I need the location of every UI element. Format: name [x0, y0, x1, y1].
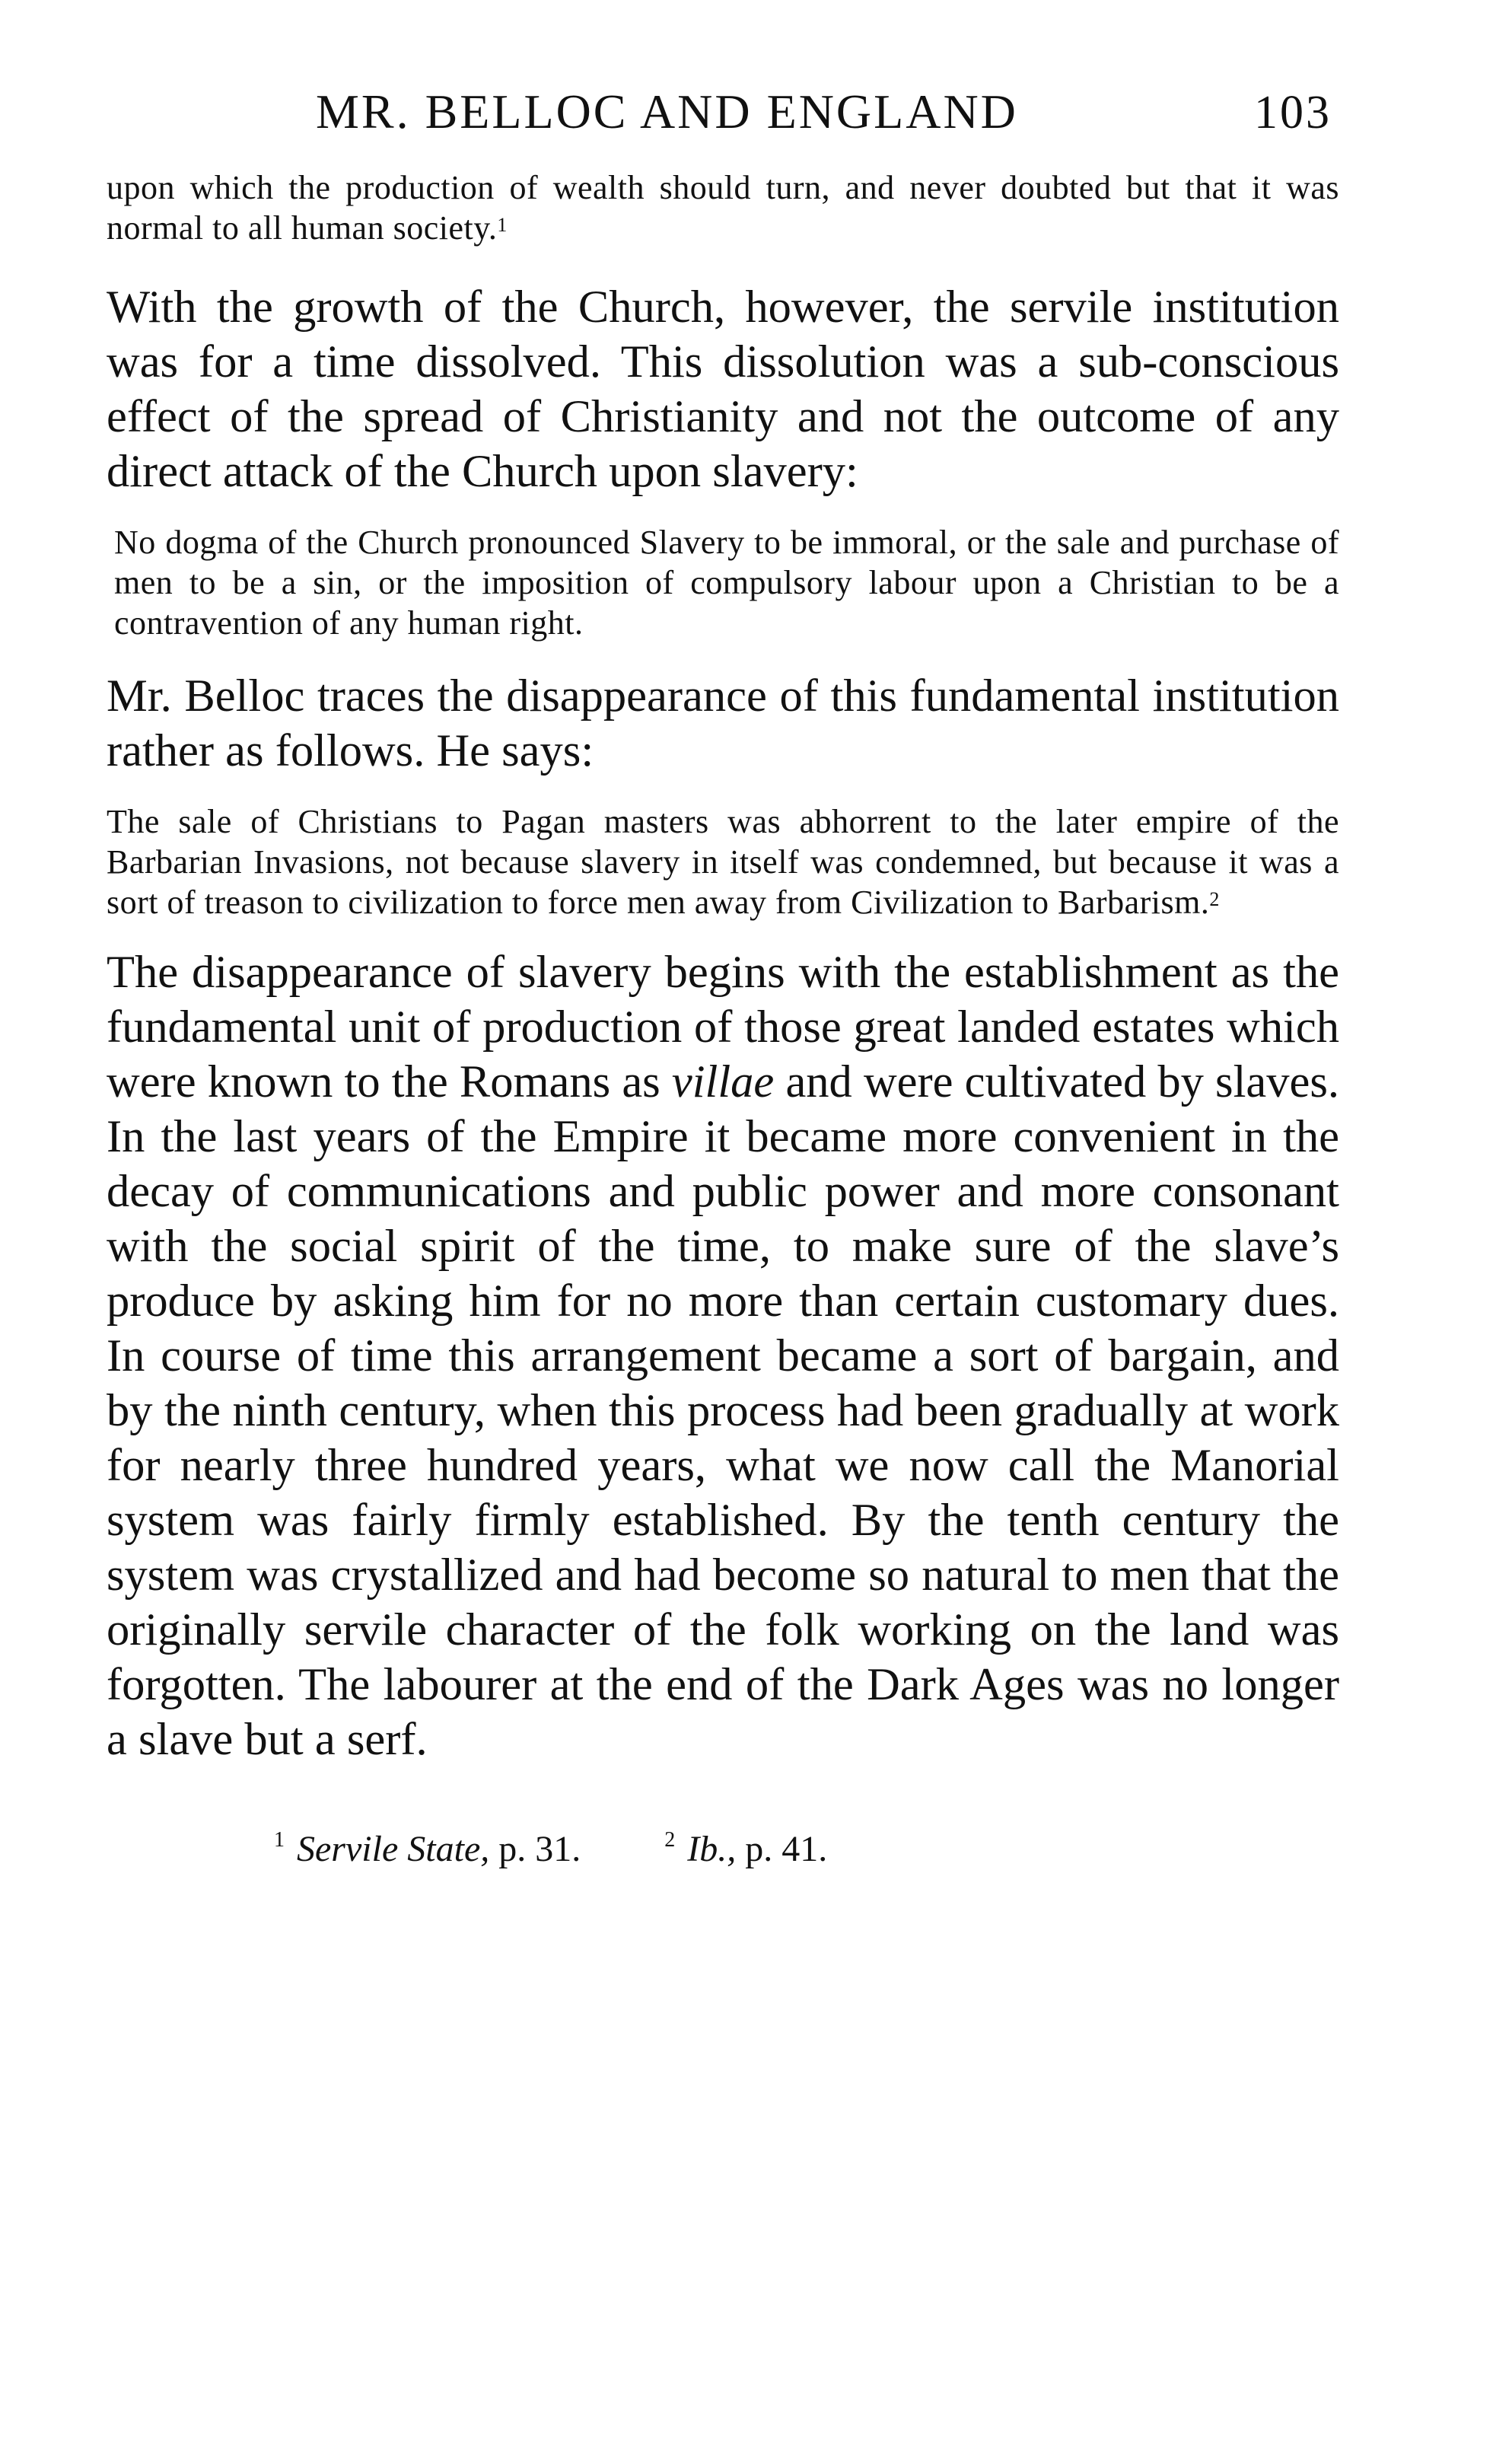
paragraph-disappearance-of-slavery: [107, 945, 1339, 1767]
footnotes: [107, 1828, 1339, 1870]
paragraph-belloc-traces: [107, 669, 1339, 779]
footnote-ref: 1: [497, 214, 508, 236]
footnote-page: p. 41.: [745, 1829, 828, 1869]
running-head: MR. BELLOC AND ENGLAND: [316, 84, 1018, 139]
quote-text: The sale of Christians to Pagan masters was abhorrent to the later empire of the Barbarian Invasions, not because slavery in itself was condemned, but because it was a sort of treason to civilization to force men away from Civilization to Barbarism.: [107, 803, 1339, 921]
footnote-mark: 1: [274, 1828, 285, 1852]
footnote-2: [664, 1828, 827, 1870]
paragraph-continuation: [107, 167, 1339, 248]
block-quote-sale-of-christians: [107, 801, 1339, 922]
paragraph-text: With the growth of the Church, however, the servile institution was for a time dissolved. This dissolution was a sub-conscious effect of the spread of Christianity and not the outcome of any direct attack of the Church upon slavery:: [107, 282, 1339, 497]
block-quote-dogma: [107, 522, 1339, 643]
book-page: [107, 84, 1339, 1870]
footnote-title: Servile State,: [297, 1829, 490, 1869]
paragraph-text: upon which the production of wealth should turn, and never doubted but that it was normal to all human society.: [107, 169, 1339, 247]
quote-text: No dogma of the Church pronounced Slavery to be immoral, or the sale and purchase of men to be a sin, or the imposition of compulsory labour upon a Christian to be a contravention of any human right.: [114, 524, 1339, 642]
footnote-page: p. 31.: [498, 1829, 581, 1869]
footnote-1: [274, 1828, 581, 1870]
footnote-ref: 2: [1209, 888, 1220, 910]
footnote-title: Ib.,: [687, 1829, 737, 1869]
paragraph-text: Mr. Belloc traces the disappearance of this fundamental institution rather as follows. He says:: [107, 671, 1339, 776]
paragraph-text: The disappearance of slavery begins with the establishment as the fundamental unit of production of those great landed estates which were known to the Romans as: [107, 947, 1339, 1107]
page-number: 103: [1254, 87, 1332, 139]
footnote-mark: 2: [664, 1828, 676, 1852]
paragraph-text: and were cultivated by slaves. In the last years of the Empire it became more convenient in the decay of communications and public power and more consonant with the social spirit of the time, to make sure of the slave’s produce by asking him for no more than certain customary dues. In course of time this arrangement became a sort of bargain, and by the ninth century, when this process had been gradually at work for nearly three hundred years, what we now call the Manorial system was fairly firmly established. By the tenth century the system was crystallized and had become so natural to men that the originally servile character of the folk working on the land was forgotten. The labourer at the end of the Dark Ages was no longer a slave but a serf.: [107, 1056, 1340, 1765]
paragraph-church-growth: [107, 280, 1339, 499]
italic-term: villae: [671, 1056, 775, 1107]
page-header: [107, 84, 1339, 167]
